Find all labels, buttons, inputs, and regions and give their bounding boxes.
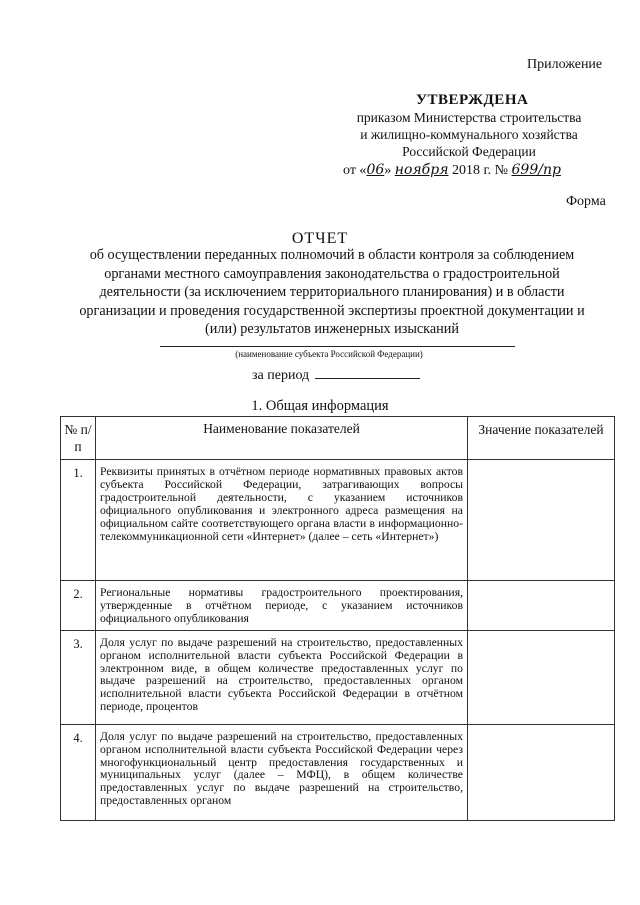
approved-heading: УТВЕРЖДЕНА (416, 92, 529, 108)
date-prefix: от « (343, 163, 367, 178)
appendix-label: Приложение (527, 57, 603, 72)
subject-name-line (160, 346, 515, 347)
date-month: ноября (394, 162, 449, 178)
order-line: Российской Федерации (402, 144, 536, 159)
row-text: Доля услуг по выдаче разрешений на строительство, предоставленных органом исполнительной власти субъекта Российской Федерации через многофункциональный центр предоставления государственных и муниципальных услуг (далее – МФЦ), в общем количестве предоставленных услуг по выдаче разрешений на строительство, предоставленных органом (96, 724, 468, 820)
date-mid: » (384, 163, 392, 178)
row-text: Реквизиты принятых в отчётном периоде нормативных правовых актов субъекта Российской Федерации, затрагивающих вопросы градостроительной деятельности, с указанием источников официального опубликования и электронного адреса размещения на официальном сайте соответствующего органа власти в информационно-телекоммуникационной сети «Интернет» (далее – сеть «Интернет») (96, 460, 468, 581)
header-name: Наименование показателей (96, 417, 468, 460)
order-number: 699/пр (511, 162, 561, 178)
report-title: ОТЧЕТ (291, 230, 349, 247)
period-blank (315, 366, 420, 379)
table-row (61, 630, 615, 724)
date-year: 2018 г. № (451, 163, 508, 178)
table-row (61, 724, 615, 820)
order-line: и жилищно-коммунального хозяйства (360, 127, 578, 142)
table-row (61, 460, 615, 581)
report-subtitle: об осуществлении переданных полномочий в области контроля за соблюдением органами местного самоуправления законодательства о градостроительной деятельности (за исключением территориального планирования) и в области организации и проведения государственной экспертизы проектной документации и (или) результатов инженерных изысканий (79, 247, 585, 337)
row-value (468, 630, 615, 724)
header-value: Значение показателей (468, 417, 615, 460)
row-number: 4. (61, 724, 96, 820)
section-title: 1. Общая информация (251, 398, 389, 414)
subject-caption: (наименование субъекта Российской Федерации) (235, 349, 423, 359)
form-label: Форма (566, 194, 606, 209)
date-day: 06 (366, 162, 385, 178)
header-num: № п/п (61, 417, 96, 460)
row-value (468, 460, 615, 581)
indicators-table (60, 416, 615, 821)
approval-order (328, 109, 610, 160)
table-row (61, 581, 615, 631)
table-header-row (61, 417, 615, 460)
order-line: приказом Министерства строительства (356, 110, 582, 125)
period-field (252, 366, 420, 384)
row-value (468, 724, 615, 820)
row-text: Региональные нормативы градостроительного проектирования, утвержденные в отчётном периоде, с указанием источников официального опубликования (96, 581, 468, 631)
period-label: за период (252, 368, 310, 383)
row-value (468, 581, 615, 631)
row-number: 2. (61, 581, 96, 631)
row-number: 3. (61, 630, 96, 724)
row-number: 1. (61, 460, 96, 581)
order-date-line (343, 162, 561, 179)
row-text: Доля услуг по выдаче разрешений на строительство, предоставленных органом исполнительной власти субъекта Российской Федерации в электронном виде, в общем количестве предоставленных услуг по выдаче разрешений на строительство, предоставленных органом исполнительной власти субъекта Российской Федерации в отчётном периоде, процентов (96, 630, 468, 724)
